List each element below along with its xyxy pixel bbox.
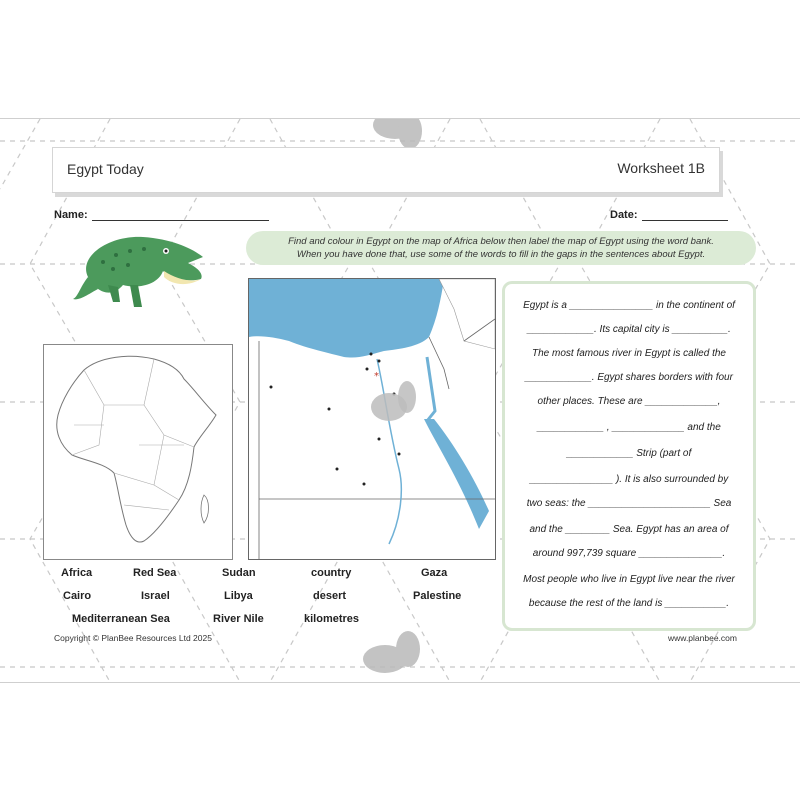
date-label: Date: bbox=[610, 209, 638, 221]
word-libya: Libya bbox=[224, 590, 253, 602]
africa-map-frame[interactable] bbox=[43, 344, 233, 560]
word-desert: desert bbox=[313, 590, 347, 602]
word-gaza: Gaza bbox=[421, 567, 448, 579]
word-river-nile: River Nile bbox=[213, 613, 264, 625]
word-mediterranean: Mediterranean Sea bbox=[72, 613, 170, 625]
sentence-line-1[interactable]: Egypt is a _______________ in the continent of bbox=[523, 300, 735, 311]
egypt-outline-map bbox=[249, 279, 495, 559]
instructions-line-2: When you have done that, use some of the words to fill in the gaps in the sentences about Egypt. bbox=[296, 249, 706, 260]
africa-outline-map bbox=[44, 345, 232, 559]
name-field[interactable] bbox=[92, 220, 269, 221]
sentence-line-4[interactable]: ____________. Egypt shares borders with four bbox=[525, 372, 733, 383]
worksheet-number: Worksheet 1B bbox=[617, 160, 705, 176]
word-israel: Israel bbox=[141, 590, 170, 602]
sentence-panel bbox=[502, 281, 756, 631]
website-link[interactable]: www.planbee.com bbox=[668, 633, 737, 643]
copyright-text: Copyright © PlanBee Resources Ltd 2025 bbox=[54, 633, 212, 643]
sentence-line-3: The most famous river in Egypt is called the bbox=[532, 348, 726, 359]
sentence-line-5[interactable]: other places. These are _____________, bbox=[537, 396, 721, 407]
sentence-line-13[interactable]: because the rest of the land is ___________. bbox=[528, 598, 730, 609]
sentence-line-12: Most people who live in Egypt live near the river bbox=[523, 574, 735, 585]
sentence-line-8[interactable]: _______________ ). It is also surrounded by bbox=[529, 474, 729, 485]
egypt-map-frame[interactable] bbox=[248, 278, 496, 560]
word-palestine: Palestine bbox=[413, 590, 462, 602]
instructions-line-1: Find and colour in Egypt on the map of Africa below then label the map of Egypt using the word bank. bbox=[288, 236, 714, 247]
sentence-line-9[interactable]: two seas: the ______________________ Sea bbox=[526, 498, 732, 509]
worksheet bbox=[0, 118, 800, 683]
name-label: Name: bbox=[54, 209, 88, 221]
word-sudan: Sudan bbox=[222, 567, 256, 579]
sentence-line-6[interactable]: ____________ , _____________ and the bbox=[537, 422, 721, 433]
svg-text:*: * bbox=[374, 371, 379, 382]
sentence-line-11[interactable]: around 997,739 square _______________. bbox=[532, 548, 726, 559]
word-country: country bbox=[311, 567, 352, 579]
date-field[interactable] bbox=[642, 220, 728, 221]
word-cairo: Cairo bbox=[63, 590, 92, 602]
title-bar bbox=[52, 147, 720, 193]
worksheet-title: Egypt Today bbox=[67, 161, 144, 177]
instructions-banner bbox=[246, 231, 756, 265]
sentence-line-7[interactable]: ____________ Strip (part of bbox=[566, 448, 692, 459]
word-africa: Africa bbox=[61, 567, 93, 579]
sentence-line-2[interactable]: ____________. Its capital city is __________. bbox=[527, 324, 731, 335]
word-red-sea: Red Sea bbox=[133, 567, 177, 579]
crocodile-illustration bbox=[68, 227, 213, 322]
sentence-line-10[interactable]: and the ________ Sea. Egypt has an area of bbox=[529, 524, 729, 535]
word-kilometres: kilometres bbox=[304, 613, 360, 625]
